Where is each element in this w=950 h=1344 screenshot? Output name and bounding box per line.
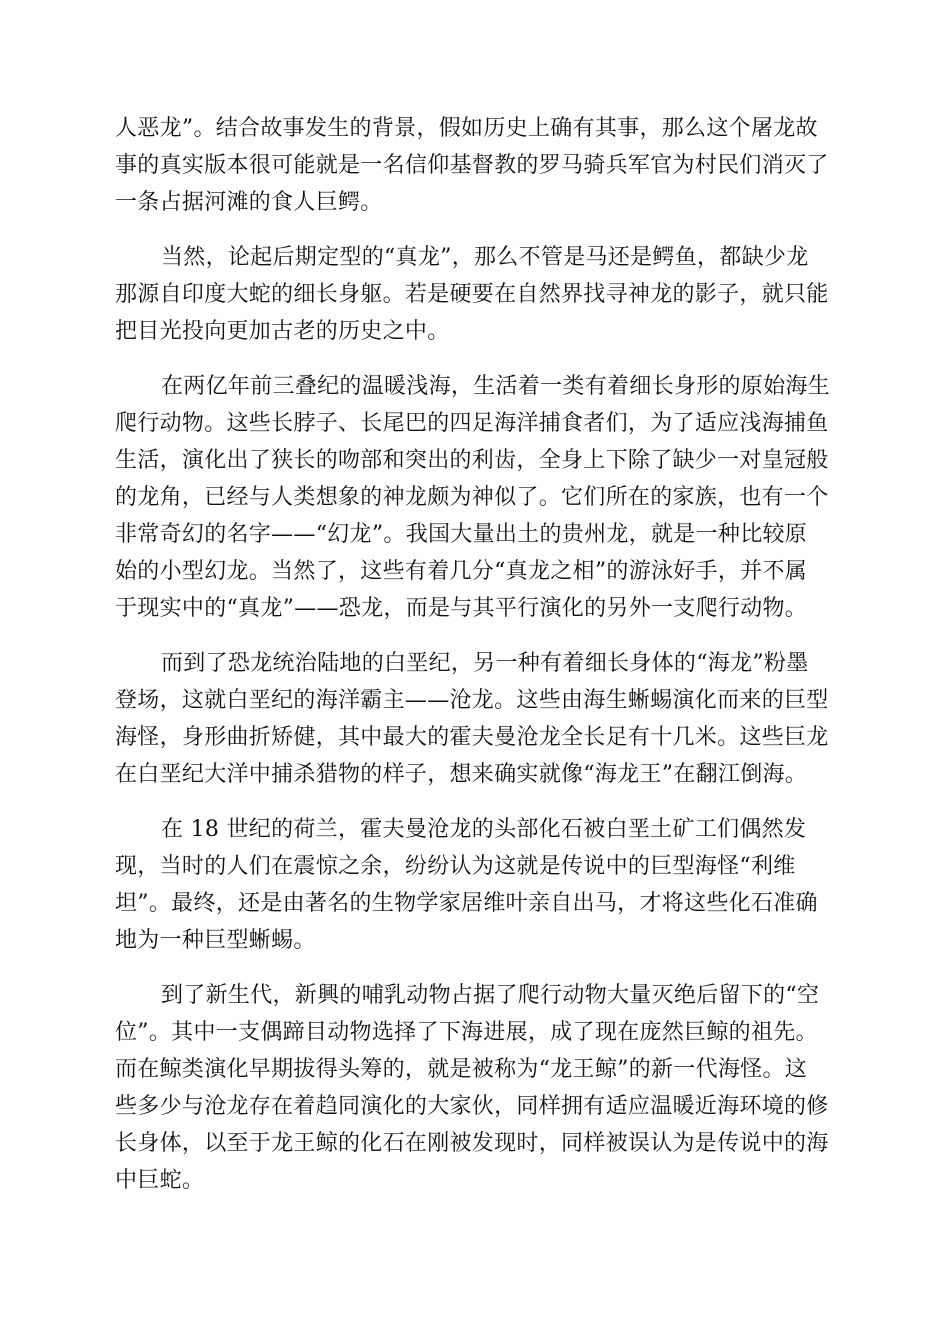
text-line: 的龙角，已经与人类想象的神龙颇为神似了。它们所在的家族，也有一个 <box>115 485 829 510</box>
text-line: 在两亿年前三叠纪的温暖浅海，生活着一类有着细长身形的原始海生 <box>161 374 831 399</box>
text-line: 那源自印度大蛇的细长身躯。若是硬要在自然界找寻神龙的影子，就只能 <box>115 282 829 307</box>
text-line: 把目光投向更加古老的历史之中。 <box>115 319 450 344</box>
paragraph-1 <box>115 110 835 221</box>
paragraph-6 <box>115 977 835 1199</box>
text-line: 些多少与沧龙存在着趋同演化的大家伙，同样拥有适应温暖近海环境的修 <box>115 1094 829 1119</box>
text-line: 非常奇幻的名字——“幻龙”。我国大量出土的贵州龙，就是一种比较原 <box>115 522 808 547</box>
text-line: 爬行动物。这些长脖子、长尾巴的四足海洋捕食者们，为了适应浅海捕鱼 <box>115 411 829 436</box>
text-line: 海怪，身形曲折矫健，其中最大的霍夫曼沧龙全长足有十几米。这些巨龙 <box>115 725 829 750</box>
text-line: 始的小型幻龙。当然了，这些有着几分“真龙之相”的游泳好手，并不属 <box>115 559 808 584</box>
text-line: 在白垩纪大洋中捕杀猎物的样子，想来确实就像“海龙王”在翻江倒海。 <box>115 762 808 787</box>
text-line: 坦”。最终，还是由著名的生物学家居维叶亲自出马，才将这些化石准确 <box>115 891 818 916</box>
text-line: 现，当时的人们在震惊之余，纷纷认为这就是传说中的巨型海怪“利维 <box>115 854 796 879</box>
text-line: 当然，论起后期定型的“真龙”，那么不管是马还是鳄鱼，都缺少龙 <box>161 245 809 270</box>
text-line: 中巨蛇。 <box>115 1168 205 1193</box>
text-line: 生活，演化出了狭长的吻部和突出的利齿，全身上下除了缺少一对皇冠般 <box>115 448 829 473</box>
paragraph-4 <box>115 645 835 793</box>
paragraph-3 <box>115 368 835 627</box>
text-line: 一条占据河滩的食人巨鳄。 <box>115 190 383 215</box>
text-line: 长身体，以至于龙王鲸的化石在刚被发现时，同样被误认为是传说中的海 <box>115 1131 829 1156</box>
text-line: 于现实中的“真龙”——恐龙，而是与其平行演化的另外一支爬行动物。 <box>115 596 808 621</box>
text-line: 位”。其中一支偶蹄目动物选择了下海进展，成了现在庞然巨鲸的祖先。 <box>115 1020 818 1045</box>
text-line: 而在鲸类演化早期拔得头筹的，就是被称为“龙王鲸”的新一代海怪。这 <box>115 1057 808 1082</box>
text-line: 登场，这就白垩纪的海洋霸主——沧龙。这些由海生蜥蜴演化而来的巨型 <box>115 688 829 713</box>
text-line: 在 18 世纪的荷兰，霍夫曼沧龙的头部化石被白垩土矿工们偶然发 <box>161 817 807 842</box>
paragraph-2 <box>115 239 835 350</box>
text-line: 而到了恐龙统治陆地的白垩纪，另一种有着细长身体的“海龙”粉墨 <box>161 651 809 676</box>
text-line: 事的真实版本很可能就是一名信仰基督教的罗马骑兵军官为村民们消灭了 <box>115 153 829 178</box>
text-line: 地为一种巨型蜥蜴。 <box>115 928 316 953</box>
document-page <box>115 110 835 1217</box>
paragraph-5 <box>115 811 835 959</box>
text-line: 到了新生代，新興的哺乳动物占据了爬行动物大量灭绝后留下的“空 <box>161 983 820 1008</box>
text-line: 人恶龙”。结合故事发生的背景，假如历史上确有其事，那么这个屠龙故 <box>115 116 818 141</box>
